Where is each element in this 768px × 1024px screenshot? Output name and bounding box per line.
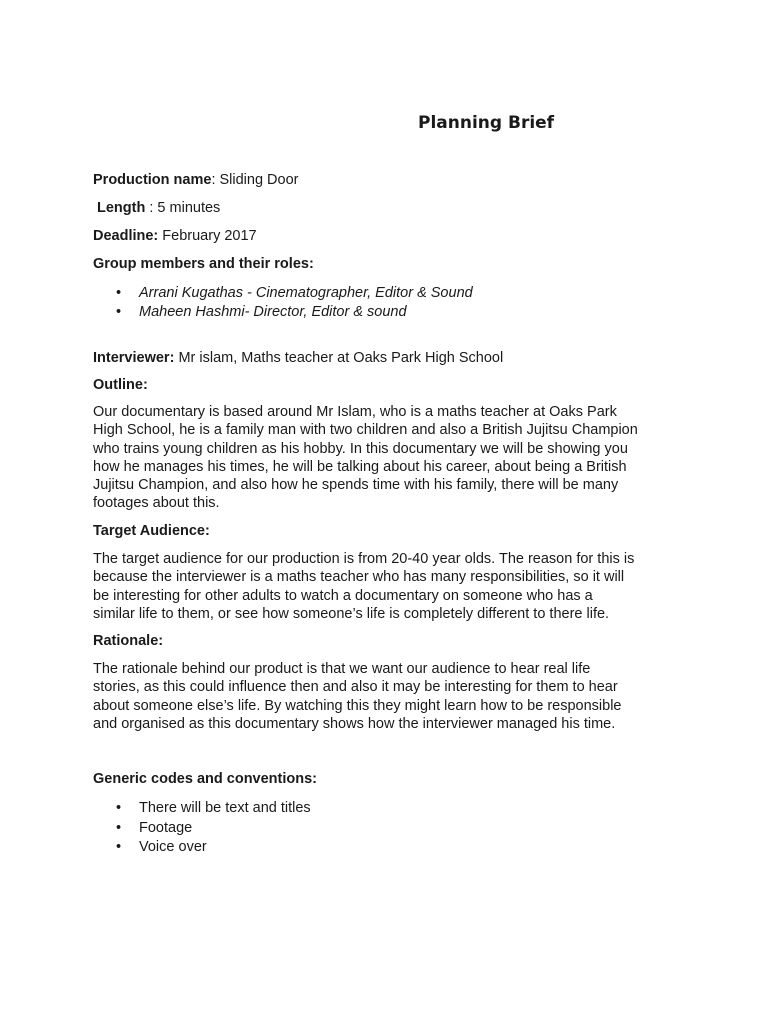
bullet-icon: • xyxy=(116,303,122,320)
list-item xyxy=(93,838,311,858)
production-name-line xyxy=(93,171,299,189)
target-audience-heading: Target Audience: xyxy=(93,523,210,539)
paragraph-line: how he manages his times, he will be talking about his career, about being a British xyxy=(93,458,627,475)
group-member-text: Maheen Hashmi- Director, Editor & sound xyxy=(139,303,407,320)
list-item xyxy=(93,303,473,322)
outline-heading: Outline: xyxy=(93,377,148,393)
list-item xyxy=(93,799,311,819)
paragraph-line: and organised as this documentary shows how the interviewer managed his time. xyxy=(93,715,616,732)
group-members-heading: Group members and their roles: xyxy=(93,256,314,272)
outline-paragraph xyxy=(93,403,683,513)
production-name-value: Sliding Door xyxy=(219,172,299,188)
rationale-paragraph xyxy=(93,660,683,733)
generic-code-text: Voice over xyxy=(139,839,207,855)
generic-codes-heading: Generic codes and conventions: xyxy=(93,771,317,787)
length-line xyxy=(97,199,220,217)
paragraph-line: The target audience for our production is from 20-40 year olds. The reason for this is xyxy=(93,551,635,567)
paragraph-line: similar life to them, or see how someone’s life is completely different to there life. xyxy=(93,605,610,622)
generic-code-text: Footage xyxy=(139,819,193,836)
page-title: Planning Brief xyxy=(418,113,555,133)
group-member-text: Arrani Kugathas - Cinematographer, Editor & Sound xyxy=(139,285,473,301)
paragraph-line: be interesting for other adults to watch a documentary on someone who has a xyxy=(93,587,593,604)
bullet-icon: • xyxy=(116,839,122,855)
paragraph-line: who trains young children as his hobby. In this documentary we will be showing you xyxy=(93,440,628,457)
interviewer-label: Interviewer: xyxy=(93,350,175,366)
rationale-heading: Rationale: xyxy=(93,633,164,649)
deadline-label: Deadline: xyxy=(93,228,159,244)
paragraph-line: Jujitsu Champion, and also how he spends time with his family, there will be many xyxy=(93,477,619,494)
deadline-value: February 2017 xyxy=(162,228,257,244)
paragraph-line: about someone else’s life. By watching this they might learn how to be responsible xyxy=(93,697,622,714)
production-name-separator: : xyxy=(211,172,220,188)
bullet-icon: • xyxy=(116,800,122,816)
paragraph-line: High School, he is a family man with two children and also a British Jujitsu Champion xyxy=(93,422,638,439)
interviewer-line xyxy=(93,349,503,367)
length-value: 5 minutes xyxy=(157,200,221,216)
paragraph-line: stories, as this could influence then and also it may be interesting for them to hear xyxy=(93,679,618,696)
paragraph-line: footages about this. xyxy=(93,495,220,512)
generic-code-text: There will be text and titles xyxy=(139,800,311,816)
list-item xyxy=(93,819,311,839)
interviewer-value: Mr islam, Maths teacher at Oaks Park High School xyxy=(178,350,504,366)
deadline-line xyxy=(93,227,257,245)
paragraph-line: because the interviewer is a maths teacher who has many responsibilities, so it will xyxy=(93,569,625,586)
bullet-icon: • xyxy=(116,285,122,301)
group-members-list xyxy=(93,284,473,321)
list-item xyxy=(93,284,473,303)
production-name-label: Production name xyxy=(93,172,212,188)
paragraph-line: Our documentary is based around Mr Islam, who is a maths teacher at Oaks Park xyxy=(93,404,617,420)
length-separator: : xyxy=(145,200,158,216)
generic-codes-list xyxy=(93,799,311,858)
target-audience-paragraph xyxy=(93,550,683,623)
paragraph-line: The rationale behind our product is that we want our audience to hear real life xyxy=(93,661,591,677)
bullet-icon: • xyxy=(116,819,122,836)
length-label: Length xyxy=(97,200,146,216)
